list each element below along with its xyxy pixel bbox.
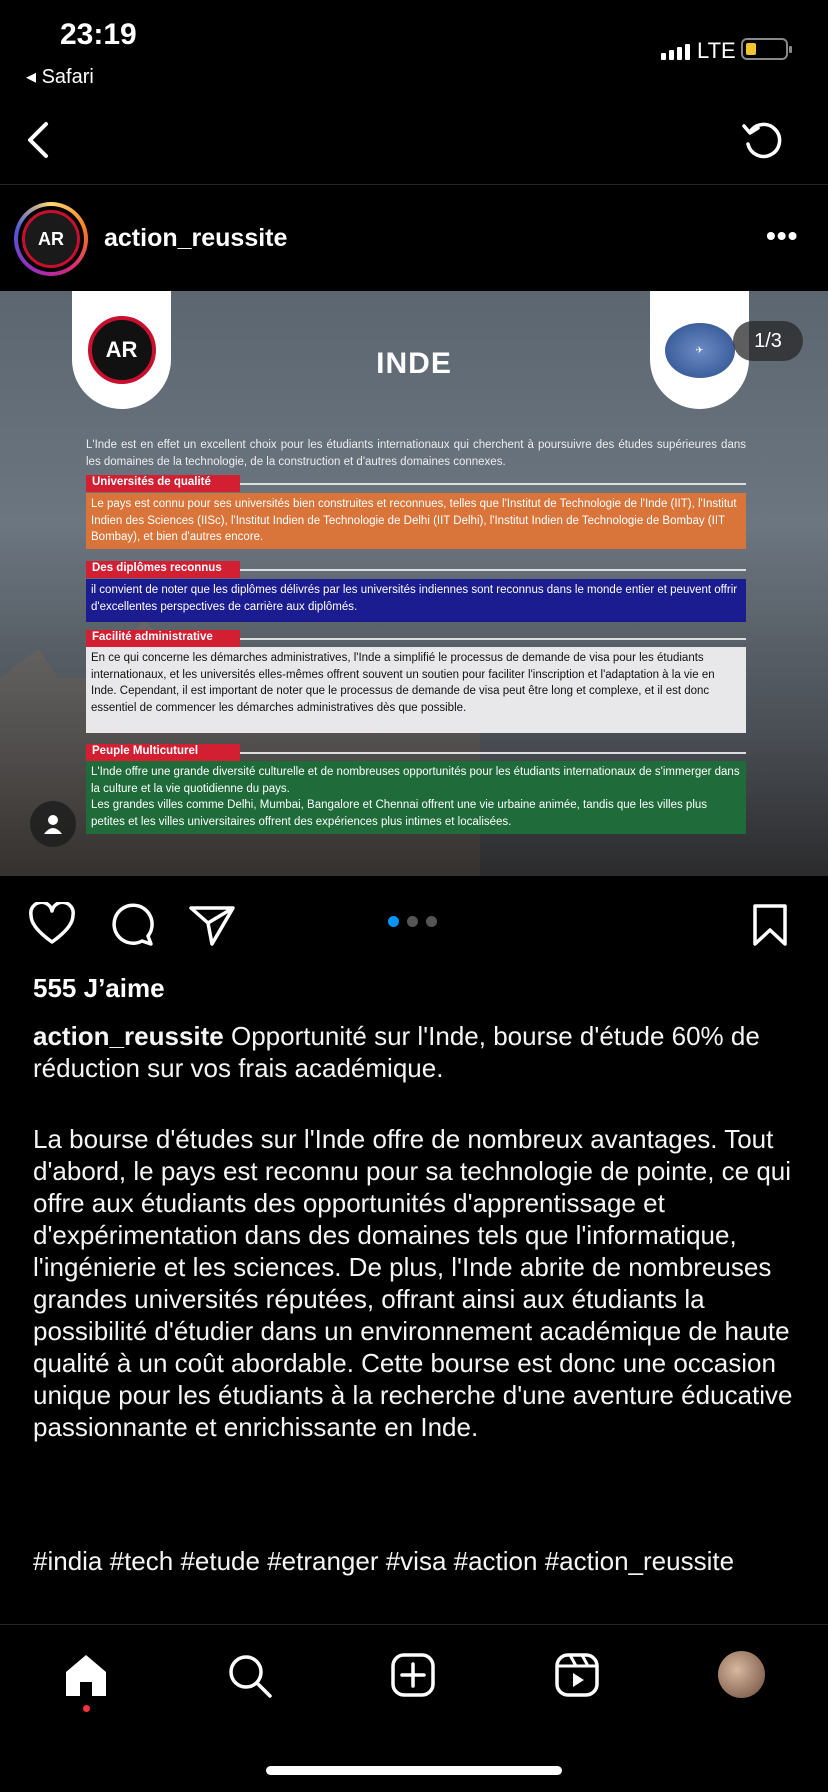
caption [33, 1020, 803, 1084]
section-heading: Des diplômes reconnus [86, 561, 240, 578]
post-image[interactable] [0, 291, 828, 876]
section-text: Le pays est connu pour ses universités bien construites et reconnues, telles que l'Institut de Technologie de l'Inde (IIT), l'Institut Indien des Sciences (IISc), l'Institut Indien de Technologie de Delhi (IIT Delhi), l'Institut Indien de Technologie de Bombay (IIT Bombay), et bien d'autres encore. [86, 493, 746, 549]
reels-icon[interactable] [554, 1652, 600, 1698]
logo-left: AR [72, 291, 171, 409]
avatar[interactable]: AR [14, 202, 88, 276]
battery-icon [741, 38, 788, 60]
save-bookmark-icon[interactable] [752, 903, 788, 947]
carousel-dots [388, 916, 437, 927]
divider [0, 184, 828, 185]
image-title: INDE [376, 347, 452, 380]
section-text: il convient de noter que les diplômes délivrés par les universités indiennes sont reconnus dans le monde entier et peuvent offrir d'excellentes perspectives de carrière aux diplômés. [86, 579, 746, 622]
divider [240, 752, 746, 754]
hashtags[interactable]: #india #tech #etude #etranger #visa #action #action_reussite [33, 1546, 735, 1576]
home-icon[interactable] [62, 1652, 110, 1698]
divider [240, 569, 746, 571]
plane-logo-icon: ✈ [665, 323, 735, 378]
signal-icon [661, 44, 690, 60]
caption-body: La bourse d'études sur l'Inde offre de nombreux avantages. Tout d'abord, le pays est reconnu pour sa technologie de pointe, ce qui offre aux étudiants des opportunités d'apprentissage et d'expérimentation dans des domaines tels que l'informatique, l'ingénierie et les sciences. De plus, l'Inde abrite de nombreuses grandes universités réputées, offrant ainsi aux étudiants la possibilité d'étudier dans un environnement académique de haute qualité à un coût abordable. Cette bourse est donc une occasion unique pour les étudiants à la recherche d'une aventure éducative passionnante et enrichissante en Inde. [33, 1124, 793, 1442]
image-intro: L'Inde est en effet un excellent choix pour les étudiants internationaux qui cherchent à poursuivre des études supérieures dans les domaines de la technologie, de la construction et d'autres domaines connexes. [86, 439, 746, 468]
home-indicator[interactable] [266, 1766, 562, 1775]
section-text: L'Inde offre une grande diversité culturelle et de nombreuses opportunités pour les étudiants internationaux de s'immerger dans la culture et la vie quotidienne du pays. Les grandes villes comme Delhi, Mumbai, Bangalore et Chennai offrent une vie urbaine animée, tandis que les villes plus petites et les villes universitaires offrent des expériences plus intimes et localisées. [86, 761, 746, 834]
reload-icon[interactable] [740, 118, 786, 164]
comment-icon[interactable] [109, 902, 155, 948]
divider [0, 1624, 828, 1625]
chevron-left-icon[interactable] [24, 120, 54, 160]
network-type: LTE [697, 38, 736, 63]
caption-username[interactable]: action_reussite [33, 1021, 224, 1051]
section-text: En ce qui concerne les démarches administratives, l'Inde a simplifié le processus de demande de visa pour les étudiants internationaux, et les universités elles-mêmes offrent souvent un soutien pour faciliter l'inscription et l'adaptation à la vie en Inde. Cependant, il est important de noter que le processus de demande de visa peut être long et complexe, et il est donc essentiel de commencer les démarches administratives dès que possible. [86, 647, 746, 733]
divider [240, 483, 746, 485]
tagged-users-icon[interactable] [30, 801, 76, 847]
caption-text: Opportunité sur l'Inde, bourse d'étude 60% de réduction sur vos frais académique. [33, 1021, 760, 1083]
more-options-icon[interactable]: ••• [766, 220, 799, 251]
section-heading: Universités de qualité [86, 475, 240, 492]
section-heading: Facilité administrative [86, 630, 240, 647]
search-icon[interactable] [226, 1652, 274, 1700]
like-heart-icon[interactable] [28, 902, 76, 946]
post-username[interactable]: action_reussite [104, 224, 288, 252]
share-icon[interactable] [188, 903, 236, 947]
divider [240, 638, 746, 640]
status-time: 23:19 [60, 18, 137, 51]
new-post-icon[interactable] [390, 1652, 436, 1698]
back-to-safari[interactable]: ◂ Safari [26, 66, 94, 88]
carousel-counter: 1/3 [733, 321, 803, 361]
section-heading: Peuple Multicuturel [86, 744, 240, 761]
notification-dot [83, 1705, 90, 1712]
likes-count[interactable]: 555 J’aime [33, 973, 165, 1003]
profile-avatar[interactable] [718, 1651, 765, 1698]
